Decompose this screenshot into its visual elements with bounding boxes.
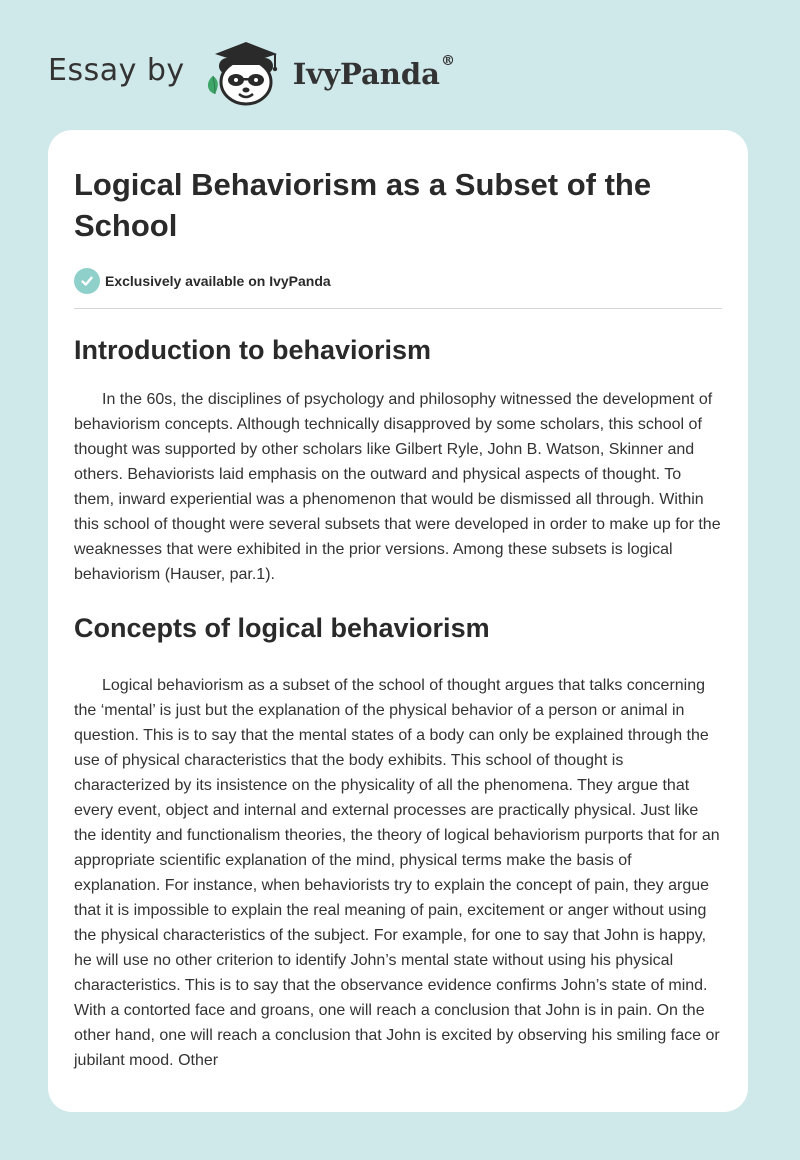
section-heading: Introduction to behaviorism [74,335,432,365]
site-header [48,36,455,108]
essay-title: Logical Behaviorism as a Subset of the School [74,167,652,243]
brand-name-text: IvyPanda [292,57,440,91]
essay-content [48,130,748,1073]
brand-name [292,53,455,91]
section-paragraph: Logical behaviorism as a subset of the school of thought argues that talks concerning the ‘mental’ is just but the explanation of the physical behavior of a person or animal in question. This is to say that the mental states of a body can only be explained through the use of physical characteristics that the body exhibits. This school of thought is characterized by its insistence on the physicality of all the phenomena. They argue that every event, object and internal and external processes are practically physical. Just like the identity and functionalism theories, the theory of logical behaviorism purports that for an appropriate scientific explanation of the mind, physical terms make the basis of explanation. For instance, when behaviorists try to explain the concept of pain, they argue that it is impossible to explain the real meaning of pain, excitement or anger without using the physical characteristics of the subject. For example, for one to say that John is happy, he will use no other criterion to identify John’s mental state without using his physical characteristics. This is to say that the observance evidence confirms John’s state of mind. With a contorted face and groans, one will reach a conclusion that John is in pain. On the other hand, one will reach a conclusion that John is excited by observing his smiling face or jubilant mood. Other [74,677,720,1069]
panda-logo-icon[interactable] [203,36,287,108]
brand-prefix: Essay by [48,52,185,88]
section-heading: Concepts of logical behaviorism [74,613,490,643]
exclusive-badge [74,268,722,309]
section-concepts [74,611,722,1073]
section-paragraph: In the 60s, the disciplines of psychology and philosophy witnessed the development of behaviorism concepts. Although technically disapproved by some scholars, this school of thought was supported by other scholars like Gilbert Ryle, John B. Watson, Skinner and others. Behaviorists laid emphasis on the outward and physical aspects of thought. To them, inward experiential was a phenomenon that would be dismissed all through. Within this school of thought were several subsets that were developed in order to make up for the weaknesses that were exhibited in the prior versions. Among these subsets is logical behaviorism (Hauser, par.1). [74,391,721,583]
essay-card [48,130,748,1112]
registered-mark: ® [440,53,455,69]
section-introduction [74,333,722,587]
badge-text: Exclusively available on IvyPanda [105,273,331,289]
check-icon [74,268,100,294]
